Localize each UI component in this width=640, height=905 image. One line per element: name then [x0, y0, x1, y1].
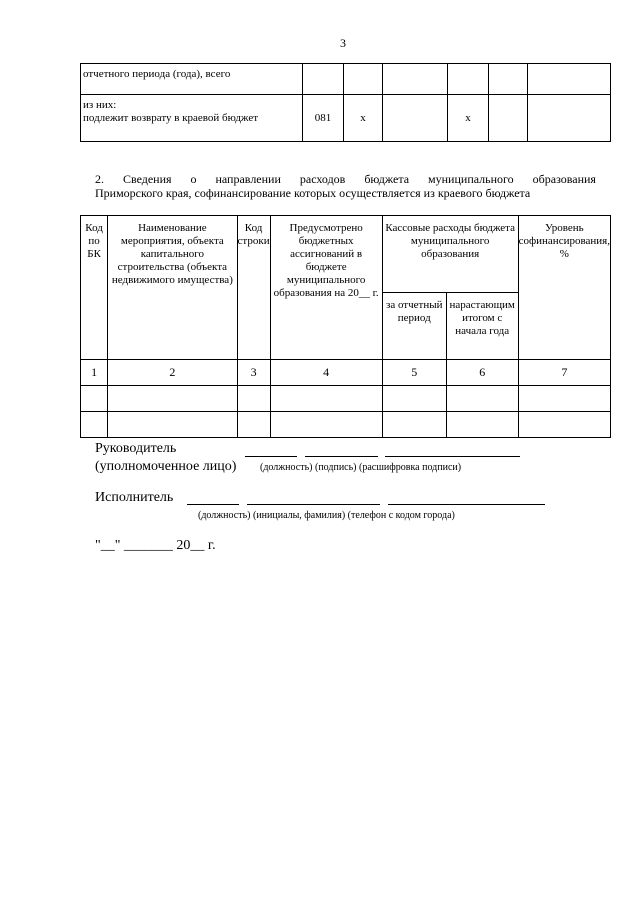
- top-table: [80, 63, 611, 142]
- heading-line-2: Приморского края, софинансирование которых осуществляется из краевого бюджета: [95, 186, 531, 200]
- heading-word: направлении: [215, 172, 281, 186]
- table-cell: [518, 412, 610, 438]
- section-2-heading: [95, 172, 596, 200]
- heading-word: муниципального: [428, 172, 514, 186]
- table-cell: [489, 95, 528, 142]
- head-captions: (должность) (подпись) (расшифровка подписи): [260, 462, 462, 473]
- column-number: 4: [270, 360, 382, 386]
- row-label-total: отчетного периода (года), всего: [81, 64, 303, 95]
- executor-captions: (должность) (инициалы, фамилия) (телефон с кодом города): [198, 510, 455, 521]
- table-cell: [518, 386, 610, 412]
- table-cell: [383, 64, 448, 95]
- head-title: Руководитель: [95, 441, 177, 456]
- executor-name-line: [247, 504, 380, 505]
- table-cell: [382, 412, 446, 438]
- table-cell: [448, 64, 489, 95]
- column-number: 5: [382, 360, 446, 386]
- header-row-code: Код строки: [237, 216, 270, 360]
- row-label-return: [81, 95, 303, 142]
- column-number: 3: [237, 360, 270, 386]
- column-number: 1: [81, 360, 108, 386]
- row-label-return-line2: подлежит возврату в краевой бюджет: [83, 112, 259, 124]
- table-cell: x: [448, 95, 489, 142]
- table-cell: [270, 412, 382, 438]
- table-cell: [270, 386, 382, 412]
- expenses-table: [80, 215, 611, 438]
- table-cell: [528, 95, 611, 142]
- table-cell: [344, 64, 383, 95]
- position-line: [245, 456, 297, 457]
- table-cell: [382, 386, 446, 412]
- table-cell: x: [344, 95, 383, 142]
- table-cell: [446, 412, 518, 438]
- header-bk-code: Код по БК: [81, 216, 108, 360]
- page-number: 3: [340, 36, 346, 50]
- heading-word: Сведения: [122, 172, 172, 186]
- header-cash-expenses: Кассовые расходы бюджета муниципального образования: [382, 216, 518, 293]
- heading-word: расходов: [299, 172, 346, 186]
- table-cell: [489, 64, 528, 95]
- table-cell: [237, 412, 270, 438]
- heading-word: о: [190, 172, 197, 186]
- table-cell: [81, 386, 108, 412]
- column-number: 6: [446, 360, 518, 386]
- heading-word: бюджета: [364, 172, 410, 186]
- heading-word: образования: [532, 172, 596, 186]
- signature-line: [305, 456, 378, 457]
- table-cell: [237, 386, 270, 412]
- name-line: [385, 456, 520, 457]
- header-event-name: Наименование мероприятия, объекта капитального строительства (объекта недвижимого имущества): [108, 216, 237, 360]
- column-number: 7: [518, 360, 610, 386]
- table-cell: [303, 64, 344, 95]
- table-cell: [81, 412, 108, 438]
- header-cofinancing-level: Уровень софинансирования, %: [518, 216, 610, 360]
- table-cell: [108, 412, 237, 438]
- date-line: "__" _______ 20__ г.: [95, 538, 216, 553]
- executor-title: Исполнитель: [95, 490, 174, 505]
- table-cell: [446, 386, 518, 412]
- head-subtitle: (уполномоченное лицо): [95, 459, 237, 474]
- header-cumulative: нарастающим итогом с начала года: [446, 293, 518, 360]
- row-label-return-line1: из них:: [83, 99, 117, 111]
- executor-position-line: [187, 504, 239, 505]
- table-cell: [383, 95, 448, 142]
- header-planned-allocations: Предусмотрено бюджетных ассигнований в бюджете муниципального образования на 20__ г.: [270, 216, 382, 360]
- header-reporting-period: за отчетный период: [382, 293, 446, 360]
- table-cell: 081: [303, 95, 344, 142]
- table-cell: [528, 64, 611, 95]
- column-number: 2: [108, 360, 237, 386]
- table-cell: [108, 386, 237, 412]
- section-number: 2.: [95, 172, 104, 186]
- executor-phone-line: [388, 504, 545, 505]
